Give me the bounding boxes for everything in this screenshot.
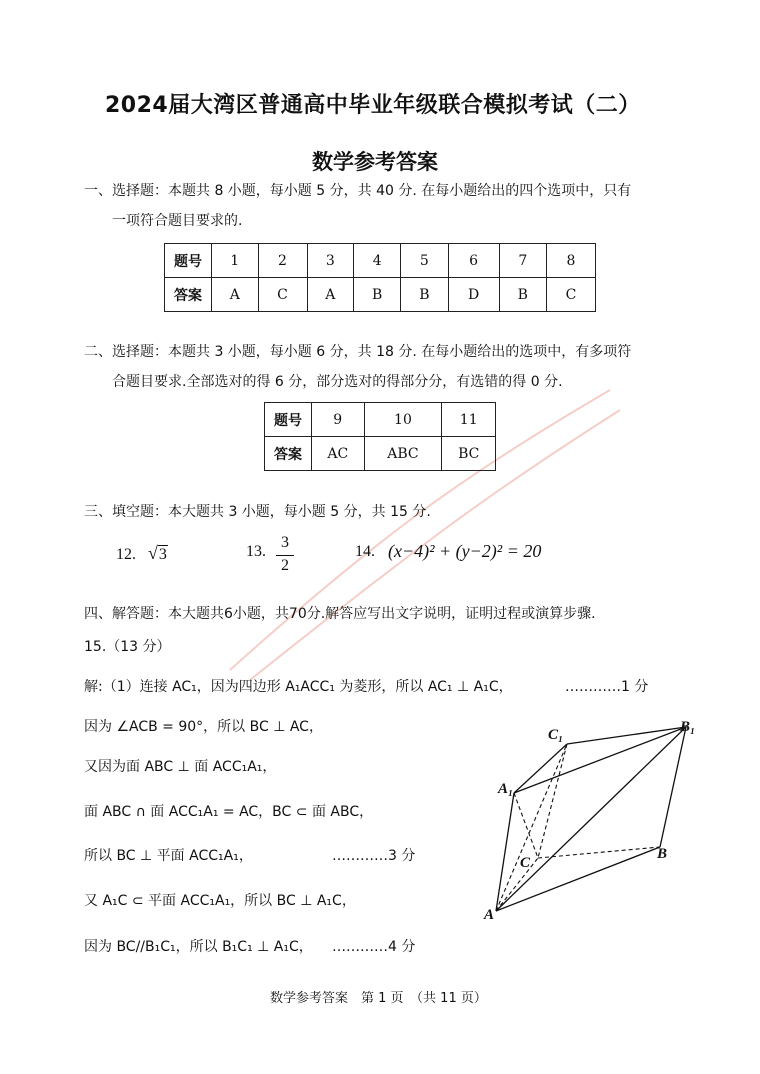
table-cell: AC xyxy=(312,437,365,471)
table-cell: 5 xyxy=(401,244,448,278)
edge-b1b xyxy=(660,727,686,847)
table-cell: ABC xyxy=(364,437,442,471)
table-cell: A xyxy=(212,278,259,312)
table-cell: 11 xyxy=(442,403,496,437)
q15-heading: 15.（13 分） xyxy=(84,639,171,655)
document-title: 2024届大湾区普通高中毕业年级联合模拟考试（二） xyxy=(105,93,641,118)
table-row-numbers xyxy=(165,244,596,278)
table-row-numbers xyxy=(265,403,496,437)
table-cell: 7 xyxy=(499,244,546,278)
section4-line1: 四、解答题：本大题共6小题，共70分.解答应写出文字说明，证明过程或演算步骤. xyxy=(84,606,596,622)
table-header-cell: 答案 xyxy=(265,437,312,471)
section2-line1: 二、选择题：本题共 3 小题，每小题 6 分，共 18 分. 在每小题给出的选项中，有多项符 xyxy=(84,344,632,360)
section3-line1: 三、填空题：本大题共 3 小题，每小题 5 分，共 15 分. xyxy=(84,504,431,520)
section2-line2: 合题目要求.全部选对的得 6 分，部分选对的得部分分，有选错的得 0 分. xyxy=(112,374,563,390)
sqrt-radicand: 3 xyxy=(158,546,167,563)
table-cell: B xyxy=(401,278,448,312)
prism-figure xyxy=(480,715,705,930)
vertex-label: C₁ xyxy=(548,727,564,743)
edge-c1b1 xyxy=(567,727,686,744)
sqrt-sign: √ xyxy=(148,543,158,563)
table-header-cell: 答案 xyxy=(165,278,212,312)
section1-line1: 一、选择题：本题共 8 小题，每小题 5 分，共 40 分. 在每小题给出的四个选项中，只有 xyxy=(84,183,632,199)
answer-13-fraction xyxy=(276,533,294,576)
solution-line: 因为 ∠ACB = 90°，所以 BC ⊥ AC， xyxy=(84,719,323,735)
table-header-cell: 题号 xyxy=(165,244,212,278)
score-mark: …………1 分 xyxy=(565,679,649,695)
table-cell: B xyxy=(354,278,401,312)
table-cell: 3 xyxy=(307,244,354,278)
table-cell: 6 xyxy=(448,244,499,278)
page-footer: 数学参考答案 第 1 页 （共 11 页） xyxy=(270,991,487,1006)
table-cell: B xyxy=(499,278,546,312)
table-cell: 4 xyxy=(354,244,401,278)
fraction-denominator: 2 xyxy=(276,555,294,576)
table-cell: 9 xyxy=(312,403,365,437)
solution-line: 因为 BC//B₁C₁，所以 B₁C₁ ⊥ A₁C， xyxy=(84,939,313,955)
solution-line: 又因为面 ABC ⊥ 面 ACC₁A₁， xyxy=(84,759,277,775)
table-cell: 2 xyxy=(258,244,307,278)
fraction-numerator: 3 xyxy=(281,534,289,551)
table-cell: 8 xyxy=(546,244,595,278)
answer-14-expression: (x−4)² + (y−2)² = 20 xyxy=(388,541,542,561)
solution-line: 面 ABC ∩ 面 ACC₁A₁ = AC，BC ⊂ 面 ABC， xyxy=(84,804,374,820)
table-header-cell: 题号 xyxy=(265,403,312,437)
edge-a1c xyxy=(514,793,538,858)
score-mark: …………4 分 xyxy=(332,939,416,955)
section1-line2: 一项符合题目要求的. xyxy=(112,213,243,229)
table-row-answers xyxy=(165,278,596,312)
edge-ac1 xyxy=(496,744,567,911)
answer-table-2 xyxy=(264,402,496,471)
edge-a1a xyxy=(496,793,514,911)
table-cell: 10 xyxy=(364,403,442,437)
document-subtitle: 数学参考答案 xyxy=(312,150,438,174)
vertex-label: A₁ xyxy=(498,781,514,797)
answer-12 xyxy=(116,543,168,564)
vertex-label: B₁ xyxy=(680,719,696,735)
edge-c1a1 xyxy=(514,744,567,793)
table-cell: D xyxy=(448,278,499,312)
table-cell: C xyxy=(546,278,595,312)
edge-a1b1 xyxy=(514,727,686,793)
score-mark: …………3 分 xyxy=(332,848,416,864)
table-cell: C xyxy=(258,278,307,312)
solution-line: 又 A₁C ⊂ 平面 ACC₁A₁，所以 BC ⊥ A₁C， xyxy=(84,893,356,909)
vertex-label: C xyxy=(520,855,531,871)
answer-13-label: 13. xyxy=(246,543,266,560)
table-cell: A xyxy=(307,278,354,312)
vertex-label: A xyxy=(484,907,495,923)
table-row-answers xyxy=(265,437,496,471)
solution-line: 解:（1）连接 AC₁，因为四边形 A₁ACC₁ 为菱形，所以 AC₁ ⊥ A₁C， xyxy=(84,679,513,695)
answer-table-1 xyxy=(164,243,596,312)
solution-line: 所以 BC ⊥ 平面 ACC₁A₁， xyxy=(84,848,253,864)
answer-12-label: 12. xyxy=(116,546,136,563)
edge-ab1 xyxy=(496,727,686,911)
vertex-label: B xyxy=(657,846,668,862)
answer-14-label: 14. xyxy=(355,543,375,560)
table-cell: 1 xyxy=(212,244,259,278)
table-cell: BC xyxy=(442,437,496,471)
